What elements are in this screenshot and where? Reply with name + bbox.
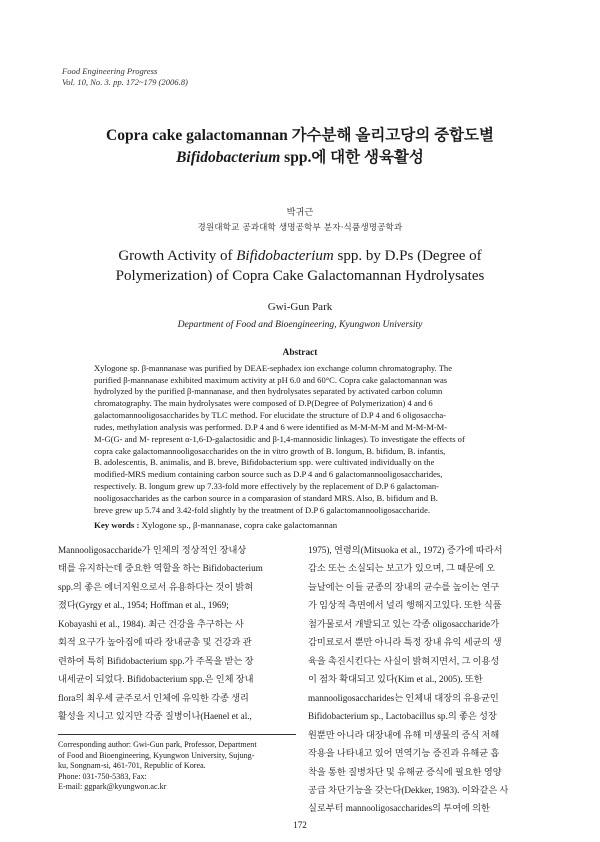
- body-line: 육을 촉진시킨다는 사실이 밝혀지면서, 그 이용성: [308, 656, 500, 666]
- body-line: 가 임상적 측면에서 널리 행해지고있다. 또한 식품: [308, 600, 502, 610]
- korean-title-rest: spp.에 대한 생육활성: [280, 149, 424, 166]
- body-line: 감소 또는 소실되는 보고가 있으며, 그 때문에 오: [308, 563, 496, 573]
- abstract-line: galactomannooligosaccharides by TLC method. For elucidate the structure of D.P 4 and 6 oligosaccha-: [94, 410, 446, 420]
- body-line: 내세균이 되었다. Bifidobacterium spp.은 인체 장내: [58, 674, 254, 684]
- journal-name: Food Engineering Progress: [62, 66, 158, 76]
- body-line: 실로부터 mannooligosaccharides의 투여에 의한: [308, 803, 490, 813]
- body-line: 착을 통한 질병차단 및 유해균 증식에 필요한 영양: [308, 767, 502, 777]
- footnote-line: of Food and Bioengineering, Kyungwon University, Sujung-: [58, 751, 255, 760]
- korean-title-line2: [40, 148, 560, 168]
- english-title-pre: Growth Activity of: [118, 248, 237, 264]
- english-title-post: spp. by D.Ps (Degree of: [333, 248, 482, 264]
- body-line: spp.의 좋은 에너지원으로서 유용하다는 것이 밝혀: [58, 582, 254, 592]
- abstract-line: M-G(G- and M- represent α-1,6-D-galactosidic and β-1,4-mannosidic linkages). To investigate the effects of: [94, 434, 465, 444]
- abstract-line: hydrolyzed by the purified β-mannanase, and then hydrolysates separated by activated carbon column: [94, 386, 443, 396]
- body-line: 작용을 나타내고 있어 면역기능 증진과 유해균 흡: [308, 748, 500, 758]
- korean-title-line1: Copra cake galactomannan 가수분해 올리고당의 중합도별: [106, 127, 494, 144]
- body-line: 회적 요구가 높아짐에 따라 장내균총 및 건강과 관: [58, 637, 252, 647]
- body-line: mannooligosaccharides는 인체내 대장의 유용균인: [308, 693, 499, 703]
- english-author: Gwi-Gun Park: [267, 301, 333, 313]
- abstract-line: breve grew up 5.74 and 3.42-fold slightly by the treatment of D.P 6 galactomannooligosaccharide.: [94, 505, 431, 515]
- body-line: 활성을 지니고 있지만 각종 질병이나(Haenel et al.,: [58, 711, 252, 721]
- abstract-line: purified β-mannanase exhibited maximum activity at pH 6.0 and 60°C. Copra cake galactomannan was: [94, 375, 448, 385]
- english-title-genus: Bifidobacterium: [236, 248, 334, 264]
- footnote-line: Phone: 031-750-5383, Fax:: [58, 772, 147, 781]
- body-line: 첨가물로서 개발되고 있는 각종 oligosaccharide가: [308, 619, 500, 629]
- body-line: 졌다(Gyrgy et al., 1954; Hoffman et al., 1969;: [58, 600, 229, 610]
- body-line: 공급 차단기능을 갖는다(Dekker, 1983). 이와같은 사: [308, 785, 509, 795]
- body-line: Mannooligosaccharide가 인체의 정상적인 장내상: [58, 545, 247, 555]
- abstract-line: modified-MRS medium containing carbon source such as D.P 4 and 6 galactomannooligosaccharides,: [94, 469, 443, 479]
- english-title-line2: Polymerization) of Copra Cake Galactomannan Hydrolysates: [115, 268, 485, 284]
- abstract-line: B. adolescentis, B. animalis, and B. breve, Bifidobacterium spp. were cultivated individually on the: [94, 457, 435, 467]
- body-line: Kobayashi et al., 1984). 최근 건강을 추구하는 사: [58, 619, 244, 629]
- abstract-line: copra cake galactomannooligosaccharides on the in vitro growth of B. longum, B. bifidum, B. infantis,: [94, 446, 446, 456]
- english-title-line1: [40, 246, 560, 266]
- abstract-line: nooligosaccharides as the carbon source in a comparasion of standard MRS. Also, B. bifidum and B.: [94, 493, 438, 503]
- abstract-line: respectively. B. longum grew up 7.33-fold more effectively by the replacement of D.P 6 galactoman-: [94, 481, 440, 491]
- body-line: 늘날에는 이들 균종의 장내의 균수를 높이는 연구: [308, 582, 500, 592]
- korean-affiliation: 경원대학교 공과대학 생명공학부 분자·식품생명공학과: [197, 222, 403, 232]
- journal-volume: Vol. 10, No. 3. pp. 172~179 (2006.8): [62, 77, 188, 87]
- korean-author: 박귀근: [286, 207, 314, 218]
- footnote-line: ku, Songnam-si, 461-701, Republic of Korea.: [58, 761, 206, 770]
- journal-header: [62, 66, 188, 88]
- footnote-line: Corresponding author: Gwi-Gun park, Professor, Department: [58, 740, 257, 749]
- korean-title-genus: Bifidobacterium: [176, 149, 281, 166]
- body-line: 1975), 연령의(Mitsuoka et al., 1972) 증가에 따라서: [308, 545, 503, 555]
- footnote-line: E-mail: ggpark@kyungwon.ac.kr: [58, 782, 167, 791]
- abstract-line: rudes, methylation analysis was performed. D.P 4 and 6 were identified as M-M-M-M and M-M-M-M-: [94, 422, 448, 432]
- abstract-line: Xylogone sp. β-mannanase was purified by DEAE-sephadex ion exchange column chromatography. The: [94, 363, 452, 373]
- body-line: 감미료로서 뿐만 아니라 특정 장내 유익 세균의 생: [308, 637, 502, 647]
- abstract-heading: Abstract: [282, 348, 318, 358]
- keywords-label: Key words :: [94, 520, 140, 530]
- body-line: 련하여 특히 Bifidobacterium spp.가 주목을 받는 장: [58, 656, 254, 666]
- body-line: 원뿐만 아니라 대장내에 유해 미생물의 증식 저해: [308, 730, 500, 740]
- body-line: 이 점차 확대되고 있다(Kim et al., 2005). 또한: [308, 674, 483, 684]
- body-line: 태를 유지하는데 중요한 역할을 하는 Bifidobacterium: [58, 563, 263, 573]
- abstract-line: chromatography. The main hydrolysates were composed of D.P(Degree of Polymerization) 4 and 6: [94, 398, 433, 408]
- english-affiliation: Department of Food and Bioengineering, Kyungwon University: [177, 319, 423, 330]
- page-number: 172: [293, 820, 307, 830]
- keywords: [94, 520, 337, 530]
- footnote-divider: [58, 734, 296, 735]
- body-line: flora의 최우세 균주로서 인체에 유익한 각종 생리: [58, 693, 249, 703]
- body-line: Bifidobacterium sp., Lactobacillus sp.의 좋은 성장: [308, 711, 497, 721]
- keywords-value: Xylogone sp., β-mannanase, copra cake galactomannan: [139, 520, 338, 530]
